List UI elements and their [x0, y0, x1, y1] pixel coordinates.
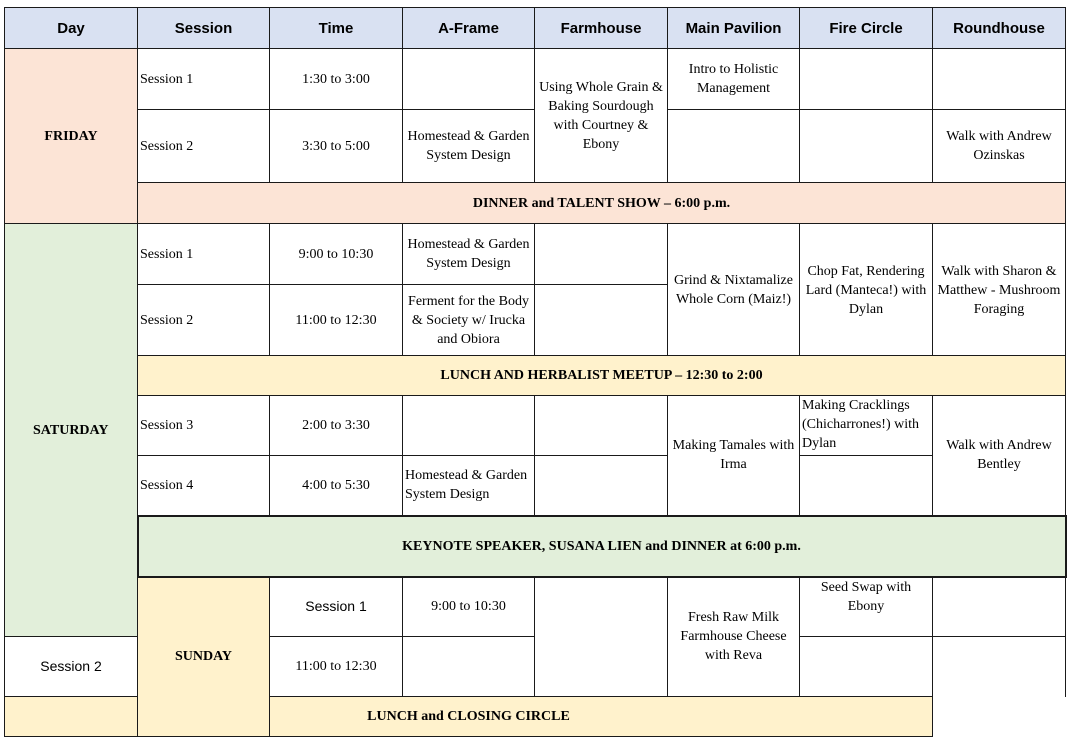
session-time: 9:00 to 10:30 — [270, 224, 403, 285]
cell-empty — [800, 456, 933, 516]
saturday-keynote-row — [5, 516, 1066, 577]
session-label: Session 1 — [270, 577, 403, 637]
session-time: 1:30 to 3:00 — [270, 49, 403, 110]
day-friday: FRIDAY — [5, 49, 138, 224]
cell-empty — [535, 285, 668, 356]
cell-a-frame-saturday-1: Homestead & Garden System Design — [403, 224, 535, 285]
cell-empty — [800, 110, 933, 183]
cell-farmhouse-sunday: Fresh Raw Milk Farmhouse Cheese with Reva — [668, 577, 800, 697]
cell-fire-circle-saturday-am: Chop Fat, Rendering Lard (Manteca!) with Dylan — [800, 224, 933, 356]
cell-roundhouse-saturday-pm: Walk with Andrew Bentley — [933, 396, 1066, 516]
header-day: Day — [5, 8, 138, 49]
session-label: Session 1 — [138, 49, 270, 110]
cell-empty — [668, 110, 800, 183]
cell-farmhouse-friday: Using Whole Grain & Baking Sourdough with Courtney & Ebony — [535, 49, 668, 183]
header-session: Session — [138, 8, 270, 49]
saturday-session-4-row — [5, 456, 1066, 516]
session-label: Session 3 — [138, 396, 270, 456]
event-banner-saturday-lunch: LUNCH AND HERBALIST MEETUP – 12:30 to 2:00 — [138, 356, 1066, 396]
header-time: Time — [270, 8, 403, 49]
session-time: 4:00 to 5:30 — [270, 456, 403, 516]
cell-main-pavilion-saturday-am: Grind & Nixtamalize Whole Corn (Maiz!) — [668, 224, 800, 356]
header-farmhouse: Farmhouse — [535, 8, 668, 49]
session-time: 2:00 to 3:30 — [270, 396, 403, 456]
cell-empty — [535, 456, 668, 516]
friday-session-1-row — [5, 49, 1066, 110]
day-sunday: SUNDAY — [138, 577, 270, 737]
cell-main-pavilion-sunday: Seed Swap with Ebony — [800, 577, 933, 637]
event-banner-friday: DINNER and TALENT SHOW – 6:00 p.m. — [138, 183, 1066, 224]
cell-empty — [535, 224, 668, 285]
cell-empty — [933, 49, 1066, 110]
schedule-table — [4, 7, 1066, 737]
session-time: 9:00 to 10:30 — [403, 577, 535, 637]
header-roundhouse: Roundhouse — [933, 8, 1066, 49]
saturday-session-1-row — [5, 224, 1066, 285]
cell-a-frame-saturday-4: Homestead & Garden System Design — [403, 456, 535, 516]
cell-empty — [403, 49, 535, 110]
cell-a-frame-friday: Homestead & Garden System Design — [403, 110, 535, 183]
cell-roundhouse-saturday-am: Walk with Sharon & Matthew - Mushroom Foraging — [933, 224, 1066, 356]
cell-roundhouse-friday: Walk with Andrew Ozinskas — [933, 110, 1066, 183]
friday-event-row — [5, 183, 1066, 224]
sunday-session-1-row — [5, 577, 1066, 637]
sunday-event-row — [5, 697, 1066, 737]
saturday-lunch-row — [5, 356, 1066, 396]
cell-empty — [403, 396, 535, 456]
cell-empty — [535, 577, 668, 697]
cell-main-pavilion-friday: Intro to Holistic Management — [668, 49, 800, 110]
session-label: Session 1 — [138, 224, 270, 285]
cell-empty — [933, 577, 1066, 637]
header-fire-circle: Fire Circle — [800, 8, 933, 49]
event-banner-saturday-keynote: KEYNOTE SPEAKER, SUSANA LIEN and DINNER at 6:00 p.m. — [138, 516, 1066, 577]
cell-empty — [800, 637, 933, 697]
header-a-frame: A-Frame — [403, 8, 535, 49]
session-time: 11:00 to 12:30 — [270, 285, 403, 356]
cell-a-frame-saturday-2: Ferment for the Body & Society w/ Irucka and Obiora — [403, 285, 535, 356]
cell-empty — [535, 396, 668, 456]
saturday-session-3-row — [5, 396, 1066, 456]
cell-main-pavilion-saturday-pm: Making Tamales with Irma — [668, 396, 800, 516]
session-time: 11:00 to 12:30 — [270, 637, 403, 697]
cell-empty — [800, 49, 933, 110]
cell-fire-circle-saturday-3: Making Cracklings (Chicharrones!) with Dylan — [800, 396, 933, 456]
day-saturday: SATURDAY — [5, 224, 138, 637]
event-banner-sunday: LUNCH and CLOSING CIRCLE — [5, 697, 933, 737]
cell-empty — [403, 637, 535, 697]
header-main-pavilion: Main Pavilion — [668, 8, 800, 49]
session-time: 3:30 to 5:00 — [270, 110, 403, 183]
header-row — [5, 8, 1066, 49]
session-label: Session 4 — [138, 456, 270, 516]
session-label: Session 2 — [138, 285, 270, 356]
session-label: Session 2 — [138, 110, 270, 183]
session-label: Session 2 — [5, 637, 138, 697]
